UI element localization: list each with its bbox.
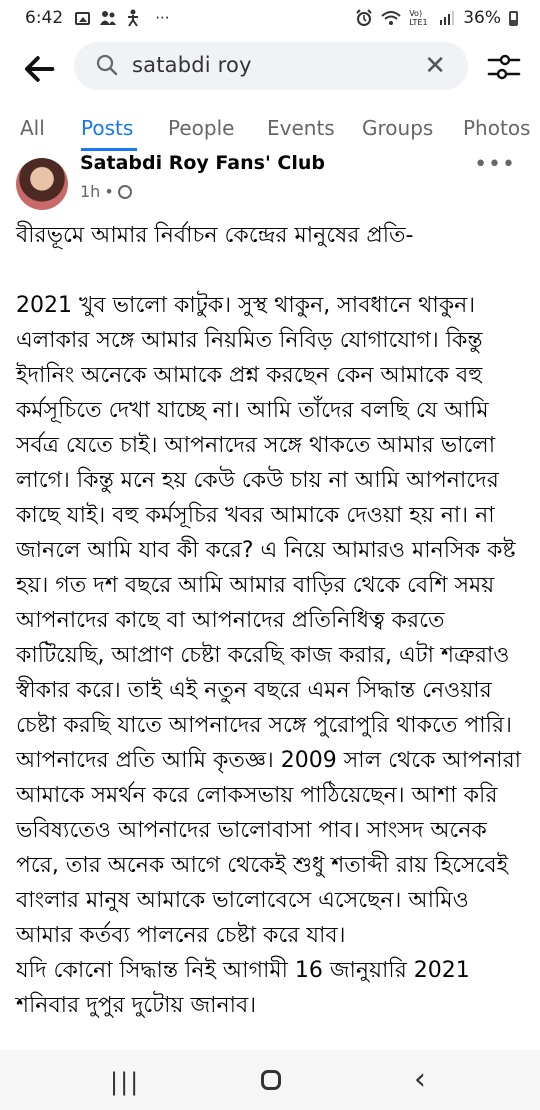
search-input[interactable]	[74, 42, 468, 90]
more-notifications-indicator: ···	[155, 9, 170, 27]
search-icon	[96, 54, 118, 76]
status-bar	[0, 0, 540, 36]
search-tabs	[0, 102, 540, 154]
search-header	[0, 42, 540, 92]
avatar[interactable]	[16, 158, 68, 210]
tab-posts[interactable]: Posts	[81, 116, 134, 140]
status-right-icons	[355, 0, 518, 36]
home-button[interactable]	[261, 1070, 281, 1090]
page-name[interactable]: Satabdi Roy Fans' Club	[80, 152, 325, 174]
meta-separator: •	[104, 182, 114, 201]
network-label: Vo) LTE1	[409, 9, 428, 27]
alarm-icon	[355, 9, 373, 27]
status-time: 6:42	[25, 8, 64, 28]
tab-groups[interactable]: Groups	[362, 116, 434, 140]
post-more-button[interactable]: •••	[474, 152, 516, 177]
people-icon	[99, 10, 117, 26]
tab-all[interactable]: All	[20, 116, 45, 140]
wifi-icon	[381, 10, 401, 26]
status-left-icons	[75, 9, 169, 27]
post-text: বীরভূমে আমার নির্বাচন কেন্দ্রের মানুষের প্রতি- 2021 খুব ভালো কাটুক। সুস্থ থাকুন, সাবধানে থাকুন। এলাকার সঙ্গে আমার নিয়মিত নিবিড় যোগাযোগ। কিন্তু ইদানিং অনেকে আমাকে প্রশ্ন করছেন কেন আমাকে বহু কর্মসূচিতে দেখা যাচ্ছে না। আমি তাঁদের বলছি যে আমি সর্বত্র যেতে চাই। আপনাদের সঙ্গে থাকতে আমার ভালো লাগে। কিন্তু মনে হয় কেউ কেউ চায় না আমি আপনাদের কাছে যাই। বহু কর্মসূচির খবর আমাকে দেওয়া হয় না। না জানলে আমি যাব কী করে? এ নিয়ে আমারও মানসিক কষ্ট হয়। গত দশ বছরে আমি আমার বাড়ির থেকে বেশি সময় আপনাদের কাছে বা আপনাদের প্রতিনিধিত্ব করতে কাটিয়েছি, আপ্রাণ চেষ্টা করেছি কাজ করার, এটা শত্রুরাও স্বীকার করে। তাই এই নতুন বছরে এমন সিদ্ধান্ত নেওয়ার চেষ্টা করছি যাতে আপনাদের সঙ্গে পুরোপুরি থাকতে পারি। আপনাদের প্রতি আমি কৃতজ্ঞ। 2009 সাল থেকে আপনারা আমাকে সমর্থন করে লোকসভায় পাঠিয়েছেন। আশা করি ভবিষ্যতেও আপনাদের ভালোবাসা পাব। সাংসদ অনেক পরে, তার অনেক আগে থেকেই শুধু শতাব্দী রায় হিসেবেই বাংলার মানুষ আমাকে ভালোবেসে এসেছেন। আমিও আমার কর্তব্য পালনের চেষ্টা করে যাব। যদি কোনো সিদ্ধান্ত নিই আগামী 16 জানুয়ারি 2021 শনিবার দুপুর দুটোয় জানাব।	[16, 223, 522, 1018]
recents-button[interactable]: |||	[110, 1068, 141, 1096]
signal-icon	[439, 10, 455, 26]
tab-events[interactable]: Events	[267, 116, 335, 140]
globe-icon	[118, 185, 132, 199]
gallery-icon	[75, 12, 90, 25]
post-meta	[80, 182, 132, 201]
back-arrow-icon[interactable]	[22, 52, 56, 86]
tab-people[interactable]: People	[168, 116, 235, 140]
system-nav-bar	[0, 1050, 540, 1110]
battery-percent: 36%	[463, 8, 501, 28]
tab-photos[interactable]: Photos	[463, 116, 531, 140]
post-time[interactable]: 1h	[80, 182, 101, 201]
battery-icon	[509, 11, 518, 26]
post-header	[0, 150, 540, 210]
nav-back-button[interactable]: ‹	[414, 1062, 426, 1097]
clear-search-button[interactable]: ✕	[424, 51, 446, 81]
accessibility-icon	[126, 9, 140, 27]
search-query[interactable]: satabdi roy	[132, 53, 252, 77]
filter-icon[interactable]	[486, 52, 522, 82]
